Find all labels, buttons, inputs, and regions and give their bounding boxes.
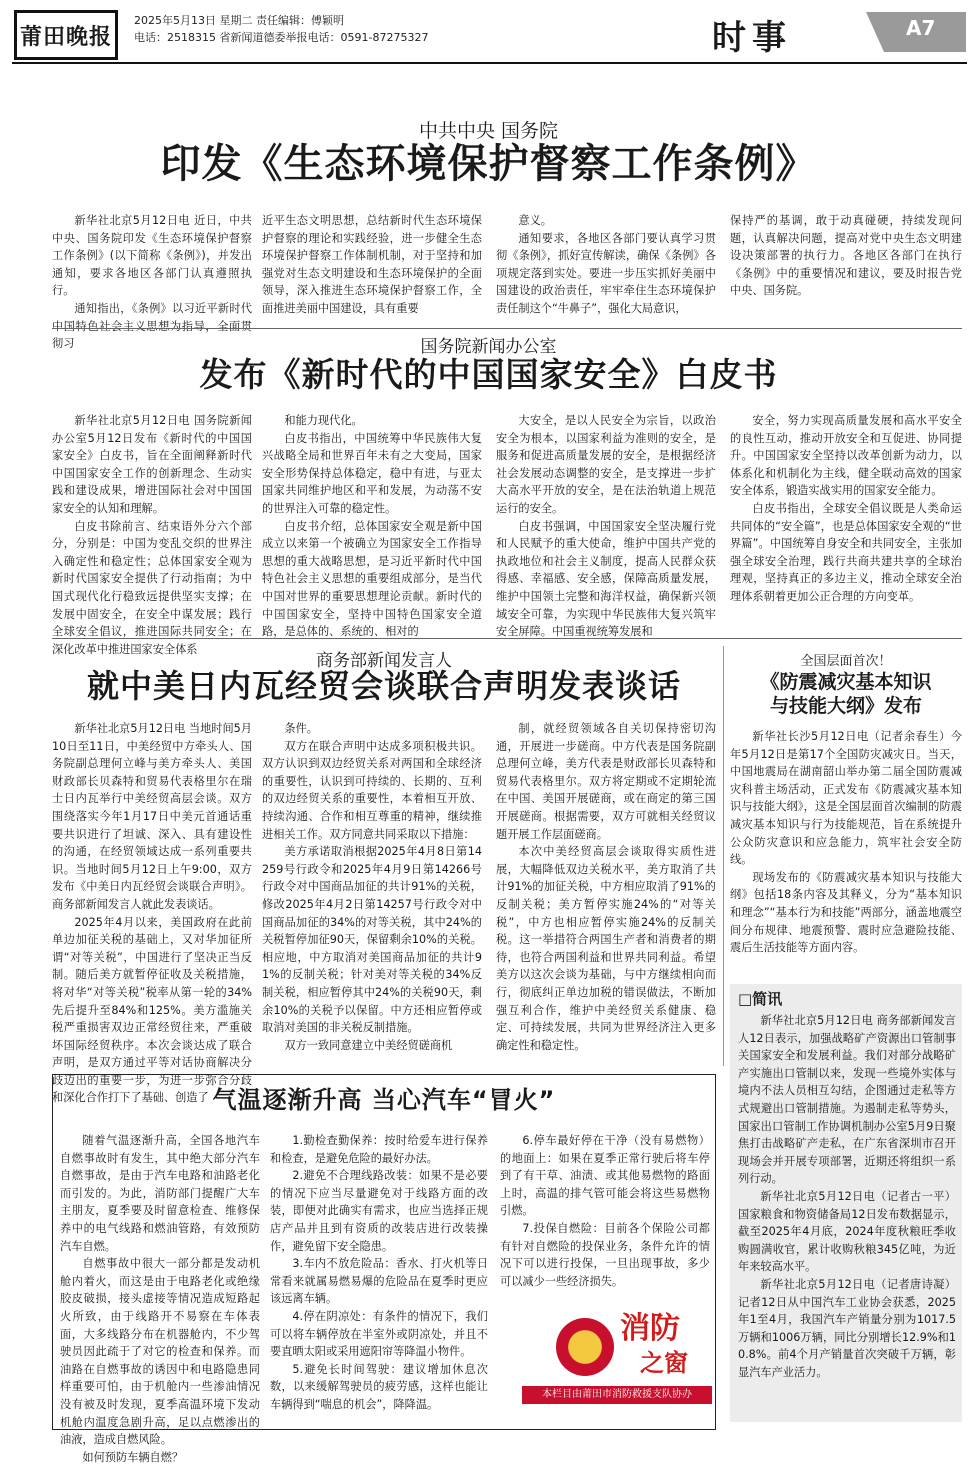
- divider: [52, 328, 962, 329]
- article1-headline: 印发《生态环境保护督察工作条例》: [160, 141, 817, 187]
- newspaper-logo: 莆田晚报: [14, 10, 118, 60]
- article3-kicker: 商务部新闻发言人: [316, 651, 452, 671]
- header-rule: [12, 62, 967, 64]
- article1-col2: 近平生态文明思想，总结新时代生态环境保护督察的理论和实践经验，进一步健全生态环境保护督察工作体制机制，对于坚持和加强党对生态文明建设和生态环境保护的全面领导，深入推进生态环境保护督察工作，全面推进美丽中国建设，具有重要: [262, 214, 482, 315]
- article3-col1: 新华社北京5月12日电 当地时间5月10日至11日，中美经贸中方牵头人、国务院副总理何立峰与美方牵头人、美国财政部长贝森特和贸易代表格里尔在瑞士日内瓦举行中美经贸高层会谈。双方围绕落实今年1月17日中美元首通话重要共识进行了坦诚、深入、具有建设性的沟通，在经贸领域达成一系列重要共识。当地时间5月12日上午9:00，双方发布《中美日内瓦经贸会谈联合声明》。商务部新闻发言人就此发表谈话。 2025年4月以来，美国政府在此前单边加征关税的基础上，又对华加征所谓“对等关税”，中国进行了坚决正当反制。随后美方就暂停征收及关税措施，将对华“对等关税”税率从第一轮的34%先后提升至84%和125%。美方滥施关税严重损害双边正常经贸往来，严重破坏国际经贸秩序。本次会谈达成了联合声明，是双方通过平等对话协商解决分歧迈出的重要一步，为进一步弥合分歧和深化合作打下了基础、创造了: [52, 722, 252, 1105]
- article1-col3: 意义。 通知要求，各地区各部门要认真学习贯彻《条例》，抓好宣传解读，确保《条例》各项规定落到实处。要进一步压实抓好美丽中国建设的政治责任，牢牢牵住生态环境保护责任制这个“牛鼻子”，强化大局意识，: [496, 214, 716, 315]
- article3-col3: 制，就经贸领域各自关切保持密切沟通，开展进一步磋商。中方代表是国务院副总理何立峰，美方代表是财政部长贝森特和贸易代表格里尔。双方将定期或不定期轮流在中国、美国开展磋商，或在商定的第三国开展磋商。根据需要，双方可就相关经贸议题开展工作层面磋商。 本次中美经贸高层会谈取得实质性进展，大幅降低双边关税水平，美方取消了共计91%的加征关税，中方相应取消了91%的反制关税；美方暂停实施24%的“对等关税”，中方也相应暂停实施24%的反制关税。这一举措符合两国生产者和消费者的期待，也符合两国利益和世界共同利益。希望美方以这次会谈为基础，与中方继续相向而行，彻底纠正单边加税的错误做法，不断加强互利合作，维护中美经贸关系健康、稳定、可持续发展，共同为世界经济注入更多确定性和稳定性。: [496, 722, 716, 1052]
- article4-headline-line2: 与技能大纲》发布: [769, 695, 922, 717]
- article1-kicker: 中共中央 国务院: [418, 120, 559, 142]
- section-title: 时事: [712, 18, 792, 58]
- contact-info: 电话：2518315 省新闻道德委举报电话：0591-87275327: [134, 31, 429, 44]
- divider: [52, 638, 962, 639]
- fire-col1: 随着气温逐渐升高，全国各地汽车自燃事故时有发生，其中绝大部分汽车自燃事故，是由于汽车电路和油路老化而引发的。为此，消防部门提醒广大车主朋友，夏季要及时留意检查、维修保养中的电气线路和燃油管路，有效预防汽车自燃。 自燃事故中很大一部分都是发动机舱内着火，而这是由于电路老化或绝缘胶皮破损，接头虚接等情况造成短路起火所致，由于线路开不易察在车体表面，大多线路分布在机器舱内，不少驾驶员因此疏于了对它的检查和保养。而油路在自燃事故的诱因中和电路隐患同样重要可怕，由于机舱内一些渗油情况没有被及时发现，夏季高温环境下发动机舱内温度急剧升高，足以点燃渗出的油液，造成自燃风险。 如何预防车辆自燃？: [60, 1134, 260, 1464]
- issue-info: 2025年5月13日 星期二 责任编辑：傅颖明: [134, 14, 344, 27]
- fire-col2: 1.勤检查勤保养：按时给爱车进行保养和检查，是避免危险的最好办法。 2.避免不合理线路改装：如果不是必要的情况下应当尽量避免对于线路方面的改装，即便对此确实有需求，也应当选择正规店产品并且到有资质的改装店进行改装操作，避免留下安全隐患。 3.车内不放危险品：香水、打火机等日常看来就属易燃易爆的危险品在夏季时更应该远离车辆。 4.停在阴凉处：有条件的情况下，我们可以将车辆停放在半室外或阴凉处，并且不要直晒太阳或采用遮阳帘等降温小物件。 5.避免长时间驾驶：建议增加休息次数，以来缓解驾驶员的疲劳感，这样也能让车辆得到“喘息的机会”，降降温。: [270, 1134, 488, 1411]
- article1-col1: 新华社北京5月12日电 近日，中共中央、国务院印发《生态环境保护督察工作条例》(以下简称《条例》)，并发出通知，要求各地区各部门认真遵照执行。 通知指出，《条例》以习近平新时代中国特色社会主义思想为指导，全面贯彻习: [52, 214, 252, 351]
- fire-headline: 气温逐渐升高 当心汽车“冒火”: [212, 1086, 556, 1114]
- fire-logo-line1: 消防: [620, 1311, 680, 1346]
- article2-col3: 大安全，是以人民安全为宗旨，以政治安全为根本，以国家利益为准则的安全，是服务和促进高质量发展的安全，是根据经济社会发展动态调整的安全，是支撑进一步扩大高水平开放的安全，是在法治轨道上规范运行的安全。 白皮书强调，中国国家安全坚决履行党和人民赋予的重大使命，维护中国共产党的执政地位和社会主义制度，提高人民群众获得感、幸福感、安全感，保障高质量发展，维护中国领土完整和海洋权益，确保新兴领域安全可靠，为实现中华民族伟大复兴筑牢安全屏障。中国重视统筹发展和: [496, 414, 716, 639]
- briefs-body: 新华社北京5月12日电 商务部新闻发言人12日表示，加强战略矿产资源出口管制事关国家安全和发展利益。我们对部分战略矿产实施出口管制以来，发现一些境外实体与境内不法人员相互勾结，企图通过走私等方式规避出口管制措施。为遏制走私等势头，国家出口管制工作协调机制办公室5月9日聚焦打击战略矿产走私，在广东省深圳市召开现场会并开展专项部署，近期还将组织一系列行动。 新华社北京5月12日电（记者古一平）国家粮食和物资储备局12日发布数据显示，截至2025年4月底，2024年度秋粮旺季收购圆满收官，累计收购秋粮345亿吨，为近年来较高水平。 新华社北京5月12日电（记者唐诗凝）记者12日从中国汽车工业协会获悉，2025年1至4月，我国汽车产销量分别为1017.5万辆和1006万辆，同比分别增长12.9%和10.8%。前4个月产销量首次突破千万辆，彰显汽车产业活力。: [738, 1014, 956, 1379]
- article4-kicker: 全国层面首次！: [800, 654, 892, 669]
- article2-kicker: 国务院新闻办公室: [420, 337, 557, 357]
- fire-badge-icon: [556, 1318, 614, 1376]
- briefs-title: □简讯: [738, 990, 783, 1008]
- fire-caption: 本栏目由莆田市消防救援支队协办: [522, 1386, 712, 1404]
- article2-headline: 发布《新时代的中国国家安全》白皮书: [199, 355, 778, 394]
- article2-col1: 新华社北京5月12日电 国务院新闻办公室5月12日发布《新时代的中国国家安全》白皮书，旨在全面阐释新时代中国国家安全工作的创新理念、生动实践和建设成果，增进国际社会对中国国家安全的认知和理解。 白皮书除前言、结束语外分六个部分，分别是：中国为变乱交织的世界注入确定性和稳定性；总体国家安全观为新时代国家安全提供了行动指南；为中国式现代化行稳致远提供坚实支撑；在发展中固安全，在安全中谋发展；践行全球安全倡议，推进国际共同安全；在深化改革中推进国家安全体系: [52, 414, 252, 656]
- fire-logo-line2: 之窗: [640, 1348, 688, 1377]
- article4-headline-line1: 《防震减灾基本知识: [760, 671, 932, 693]
- column-divider: [723, 646, 724, 1066]
- article3-headline: 就中美日内瓦经贸会谈联合声明发表谈话: [86, 667, 681, 705]
- fire-col3: 6.停车最好停在干净（没有易燃物）的地面上：如果在夏季正常行驶后将车停到了有干草、油渍、或其他易燃物的路面上时，高温的排气管可能会将这些易燃物引燃。 7.投保自燃险：目前各个保险公司都有针对自燃险的投保业务，条件允许的情况下可以进行投保，一旦出现事故，多少可以减少一些经济损失。: [500, 1134, 710, 1288]
- article3-col2: 条件。 双方在联合声明中达成多项积极共识。双方认识到双边经贸关系对两国和全球经济的重要性，认识到可持续的、长期的、互利的双边经贸关系的重要性，本着相互开放、持续沟通、合作和相互尊重的精神，继续推进相关工作。双方同意共同采取以下措施： 美方承诺取消根据2025年4月8日第14259号行政令和2025年4月9日第14266号行政令对中国商品加征的共计91%的关税，修改2025年4月2日第14257号行政令对中国商品加征的34%的对等关税，其中24%的关税暂停加征90天，保留剩余10%的关税。相应地，中方取消对美国商品加征的共计91%的反制关税；针对美对等关税的34%反制关税，相应暂停其中24%的关税90天，剩余10%的关税予以保留。中方还相应暂停或取消对美国的非关税反制措施。 双方一致同意建立中美经贸磋商机: [262, 722, 482, 1052]
- page-number: A7: [906, 16, 936, 40]
- article2-col4: 安全，努力实现高质量发展和高水平安全的良性互动，推动开放安全和互促进、协同提升。中国国家安全坚持以改革创新为动力，以体系化和机制化为主线，健全联动高效的国家安全体系，锻造实战实用的国家安全能力。 白皮书指出，全球安全倡议既是人类命运共同体的“安全篇”，也是总体国家安全观的“世界篇”。中国统筹自身安全和共同安全，主张加强全球安全治理，践行共商共建共享的全球治理观，坚持真正的多边主义，推动全球安全治理体系朝着更加公正合理的方向变革。: [730, 414, 962, 603]
- article1-col4: 保持严的基调，敢于动真碰硬，持续发现问题，认真解决问题，提高对党中央生态文明建设决策部署的执行力。各地区各部门在执行《条例》中的重要情况和建议，要及时报告党中央、国务院。: [730, 214, 962, 298]
- article4-body: 新华社长沙5月12日电（记者余春生）今年5月12日是第17个全国防灾减灾日。当天，中国地震局在湖南韶山举办第二届全国防震减灾科普主场活动，正式发布《防震减灾基本知识与技能大纲》，这是全国层面首次编制的防震减灾基本知识与行为技能规范，旨在系统提升公众防灾意识和应急能力，筑牢社会安全防线。 现场发布的《防震减灾基本知识与技能大纲》包括18条内容及其释义，分为“基本知识和理念”“基本行为和技能”两部分，涵盖地震空间分布规律、地震预警、震时应急避险技能、震后生活技能等方面内容。: [730, 730, 962, 955]
- article2-col2: 和能力现代化。 白皮书指出，中国统筹中华民族伟大复兴战略全局和世界百年未有之大变局，国家安全形势保持总体稳定，稳中有进，与亚太国家共同维护地区和平和发展，为动荡不安的世界注入可靠的稳定性。 白皮书介绍，总体国家安全观是新中国成立以来第一个被确立为国家安全工作指导思想的重大战略思想，是习近平新时代中国特色社会主义思想的重要组成部分，是当代中国对世界的重要思想理论贡献。新时代的中国国家安全，坚持中国特色国家安全道路，是总体的、系统的、相对的: [262, 414, 482, 639]
